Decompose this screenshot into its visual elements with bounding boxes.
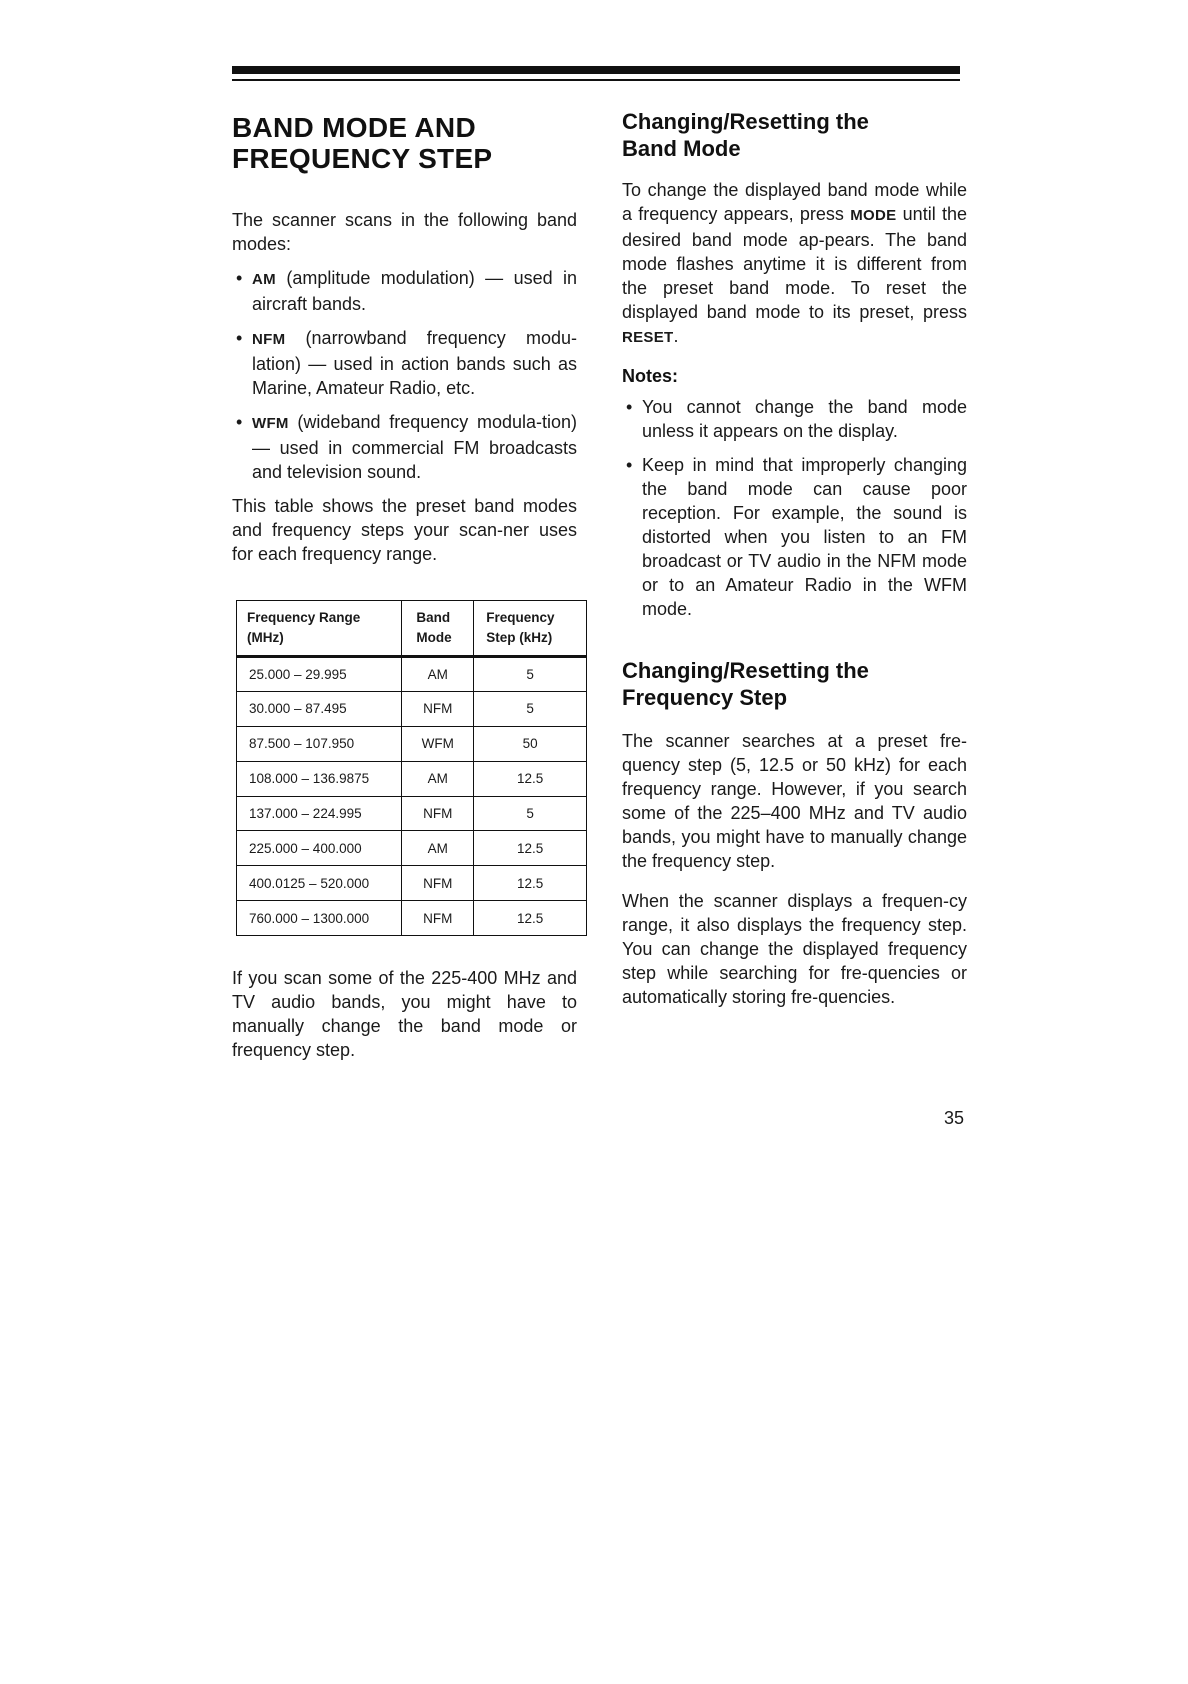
page-title [232,112,577,174]
table-header-row [237,601,587,657]
cell-range: 87.500 – 107.950 [237,726,402,761]
am-text: (amplitude modulation) — used in aircraft bands. [252,268,577,314]
wfm-text: (wideband frequency modula-tion) — used in commercial FM broadcasts and television sound. [252,412,577,482]
cell-mode: NFM [402,901,474,936]
cell-range: 30.000 – 87.495 [237,691,402,726]
table-intro-paragraph: This table shows the preset band modes and frequency steps your scan-ner uses for each frequency range. [232,496,577,564]
page-title-line2: FREQUENCY STEP [232,143,493,174]
table-row [237,726,587,761]
band-mode-heading [622,108,967,162]
cell-step: 12.5 [474,901,587,936]
header-frequency-range-line1: Frequency Range [247,610,361,625]
cell-step: 12.5 [474,866,587,901]
header-band-mode-line1: Band [416,610,451,625]
outro-paragraph: If you scan some of the 225-400 MHz and TV audio bands, you might have to manually change the band mode or frequency step. [232,968,577,1061]
cell-mode: NFM [402,866,474,901]
cell-mode: AM [402,831,474,866]
note-item: • You cannot change the band mode unless it appears on the display. [622,395,967,443]
cell-range: 400.0125 – 520.000 [237,866,402,901]
band-mode-heading-line1: Changing/Resetting the [622,109,869,134]
note-item: • Keep in mind that improperly changing the band mode can cause poor reception. For example, the sound is distorted when you listen to an FM broadcast or TV audio in the NFM mode or to an Amateur Radio in the WFM mode. [622,453,967,621]
list-item-am [232,266,577,316]
nfm-text: (narrowband frequency modu-lation) — used in action bands such as Marine, Amateur Radio, etc. [252,328,577,398]
list-item-nfm [232,326,577,400]
list-item-wfm [232,410,577,484]
band-mode-list [232,266,577,484]
cell-range: 760.000 – 1300.000 [237,901,402,936]
cell-mode: WFM [402,726,474,761]
cell-mode: AM [402,761,474,796]
header-frequency-step-line1: Frequency [486,610,555,625]
header-frequency-step [474,601,587,657]
reset-key: RESET [622,329,674,346]
band-mode-paragraph [622,178,967,350]
cell-range: 137.000 – 224.995 [237,796,402,831]
cell-step: 12.5 [474,761,587,796]
mode-key: MODE [850,207,897,224]
table-row [237,691,587,726]
frequency-step-paragraph-2: When the scanner displays a frequen-cy range, it also displays the frequency step. You can change the displayed frequency step while searching for fre-quencies or automatically storing fre-quencies. [622,891,967,1007]
table-row [237,901,587,936]
cell-mode: NFM [402,691,474,726]
left-column [232,112,577,1062]
table-row [237,866,587,901]
cell-step: 50 [474,726,587,761]
header-band-mode [402,601,474,657]
header-frequency-range-line2: (MHz) [247,630,284,645]
frequency-step-heading-line2: Frequency Step [622,685,788,710]
right-column [622,108,967,1009]
band-text-a: To change the displayed band mode while a frequency appears, press [622,180,967,224]
header-band-mode-line2: Mode [416,630,452,645]
notes-heading: Notes: [622,366,679,386]
table-row [237,761,587,796]
cell-step: 5 [474,691,587,726]
nfm-label: NFM [252,331,286,348]
am-label: AM [252,271,276,288]
header-rule-thick [232,66,960,74]
cell-step: 12.5 [474,831,587,866]
band-mode-heading-line2: Band Mode [622,136,741,161]
table-row [237,796,587,831]
wfm-label: WFM [252,415,289,432]
header-rule-thin [232,79,960,81]
page-title-line1: BAND MODE AND [232,112,476,143]
frequency-table [236,600,587,936]
cell-mode: AM [402,657,474,692]
header-frequency-range [237,601,402,657]
table-row [237,657,587,692]
cell-mode: NFM [402,796,474,831]
cell-step: 5 [474,796,587,831]
frequency-step-heading [622,657,967,711]
cell-range: 25.000 – 29.995 [237,657,402,692]
frequency-step-paragraph-1: The scanner searches at a preset fre-quency step (5, 12.5 or 50 kHz) for each frequency range. However, if you search some of the 225–400 MHz and TV audio bands, you might have to manually change the frequency step. [622,731,967,871]
cell-step: 5 [474,657,587,692]
frequency-step-heading-line1: Changing/Resetting the [622,658,869,683]
band-text-c: . [673,326,679,346]
table-row [237,831,587,866]
cell-range: 225.000 – 400.000 [237,831,402,866]
header-frequency-step-line2: Step (kHz) [486,630,553,645]
intro-paragraph: The scanner scans in the following band modes: [232,210,577,254]
cell-range: 108.000 – 136.9875 [237,761,402,796]
notes-list [622,395,967,621]
page-number: 35 [944,1108,965,1128]
band-text-b: until the desired band mode ap-pears. The band mode flashes anytime it is different from the preset band mode. To reset the displayed band mode to its preset, press [622,204,967,322]
